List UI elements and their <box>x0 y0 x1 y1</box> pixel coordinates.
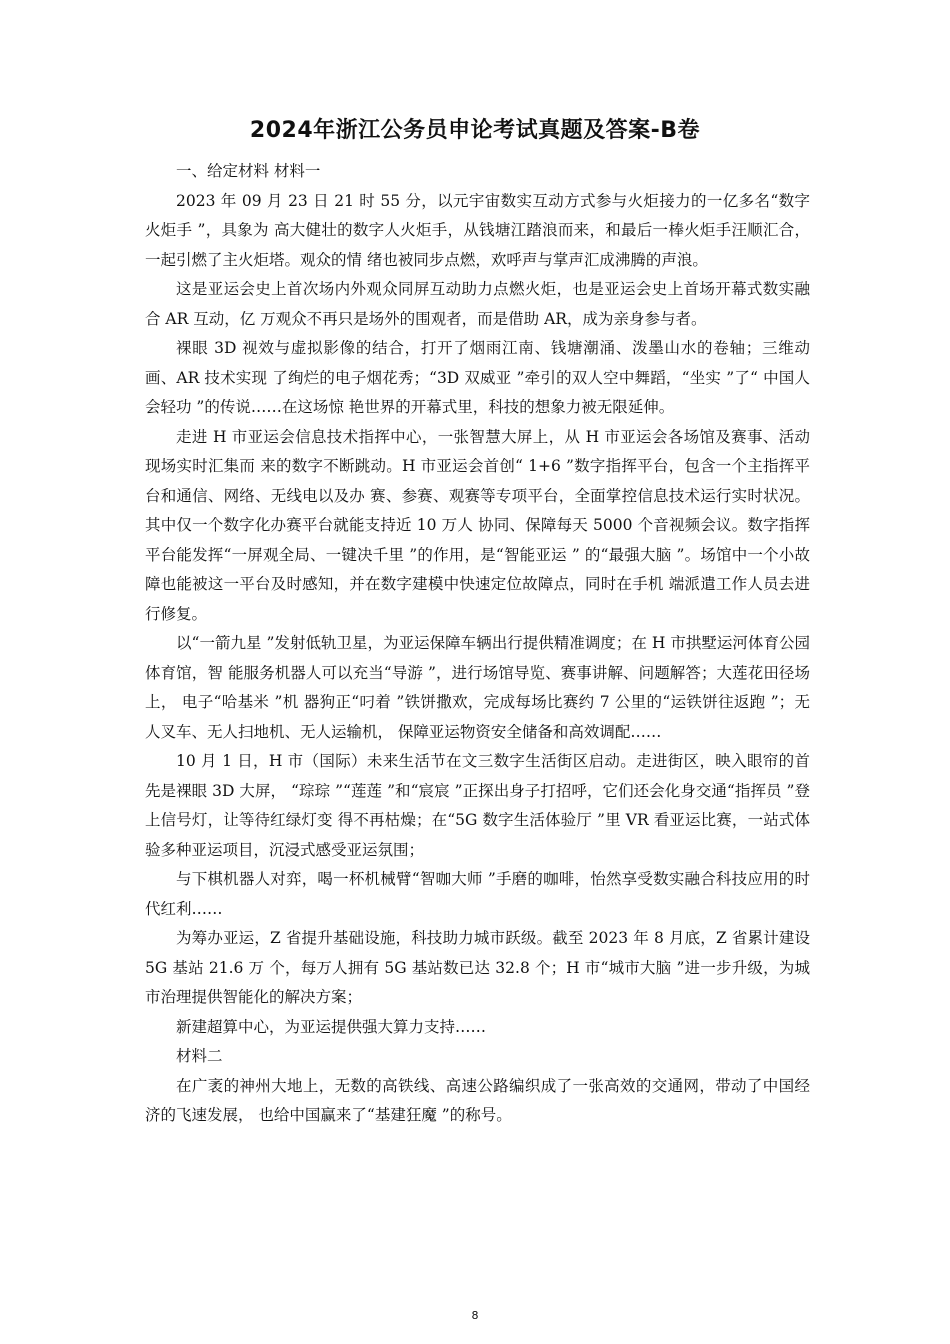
paragraph: 新建超算中心，为亚运提供强大算力支持…… <box>176 1017 487 1036</box>
document-title: 2024年浙江公务员申论考试真题及答案-B卷 <box>249 118 701 143</box>
paragraph: 与下棋机器人对弈，喝一杯机械臂“智咖大师 ”手磨的咖啡，怡然享受数实融合科技应用的时代红利…… <box>145 870 810 918</box>
paragraph: 裸眼 3D 视效与虚拟影像的结合，打开了烟雨江南、钱塘潮涌、泼墨山水的卷轴；三维动画、AR 技术实现 了绚烂的电子烟花秀；“3D 双威亚 ”牵引的双人空中舞蹈，“坐实 ”了“ 中国人会轻功 ”的传说……在这场惊 艳世界的开幕式里，科技的想象力被无限延伸。 <box>145 339 810 416</box>
paragraph: 为筹办亚运，Z 省提升基础设施，科技助力城市跃级。截至 2023 年 8 月底，Z 省累计建设 5G 基站 21.6 万 个，每万人拥有 5G 基站数已达 32.8 个；H 市“城市大脑 ”进一步升级，为城市治理提供智能化的解决方案； <box>145 929 810 1006</box>
paragraph: 2023 年 09 月 23 日 21 时 55 分，以元宇宙数实互动方式参与火炬接力的一亿多名“数字火炬手 ”，具象为 高大健壮的数字人火炬手，从钱塘江踏浪而来，和最后一棒火炬手汪顺汇合，一起引燃了主火炬塔。观众的情 绪也被同步点燃，欢呼声与掌声汇成沸腾的声浪。 <box>145 191 810 269</box>
paragraph-section-heading: 一、给定材料 材料一 <box>176 162 321 180</box>
paragraph-section-heading: 材料二 <box>176 1047 223 1065</box>
page-number: 8 <box>471 1309 479 1322</box>
paragraph: 走进 H 市亚运会信息技术指挥中心，一张智慧大屏上，从 H 市亚运会各场馆及赛事、活动现场实时汇集而 来的数字不断跳动。H 市亚运会首创“ 1+6 ”数字指挥平台，包含一个主指挥平台和通信、网络、无线电以及办 赛、参赛、观赛等专项平台，全面掌控信息技术运行实时状况。其中仅一个数字化办赛平台就能支持近 10 万人 协同、保障每天 5000 个音视频会议。数字指挥平台能发挥“一屏观全局、一键决千里 ”的作用，是“智能亚运 ” 的“最强大脑 ”。场馆中一个小故障也能被这一平台及时感知，并在数字建模中快速定位故障点，同时在手机 端派遣工作人员去进行修复。 <box>145 427 810 623</box>
paragraph: 在广袤的神州大地上，无数的高铁线、高速公路编织成了一张高效的交通网，带动了中国经济的飞速发展， 也给中国赢来了“基建狂魔 ”的称号。 <box>145 1076 810 1124</box>
paragraph: 这是亚运会史上首次场内外观众同屏互动助力点燃火炬，也是亚运会史上首场开幕式数实融合 AR 互动，亿 万观众不再只是场外的围观者，而是借助 AR，成为亲身参与者。 <box>145 280 810 328</box>
paragraph: 10 月 1 日，H 市（国际）未来生活节在文三数字生活街区启动。走进街区，映入眼帘的首先是裸眼 3D 大屏， “琮琮 ”“莲莲 ”和“宸宸 ”正探出身子打招呼，它们还会化身交通“指挥员 ”登上信号灯，让等待红绿灯变 得不再枯燥；在“5G 数字生活体验厅 ”里 VR 看亚运比赛，一站式体验多种亚运项目，沉浸式感受亚运氛围； <box>145 752 810 859</box>
document-body <box>145 157 810 1131</box>
paragraph: 以“一箭九星 ”发射低轨卫星，为亚运保障车辆出行提供精准调度；在 H 市拱墅运河体育公园体育馆，智 能服务机器人可以充当“导游 ”，进行场馆导览、赛事讲解、问题解答；大莲花田径场上， 电子“哈基米 ”机 器狗正“叼着 ”铁饼撒欢，完成每场比赛约 7 公里的“运铁饼往返跑 ”；无人叉车、无人扫地机、无人运输机， 保障亚运物资安全储备和高效调配…… <box>145 634 810 741</box>
